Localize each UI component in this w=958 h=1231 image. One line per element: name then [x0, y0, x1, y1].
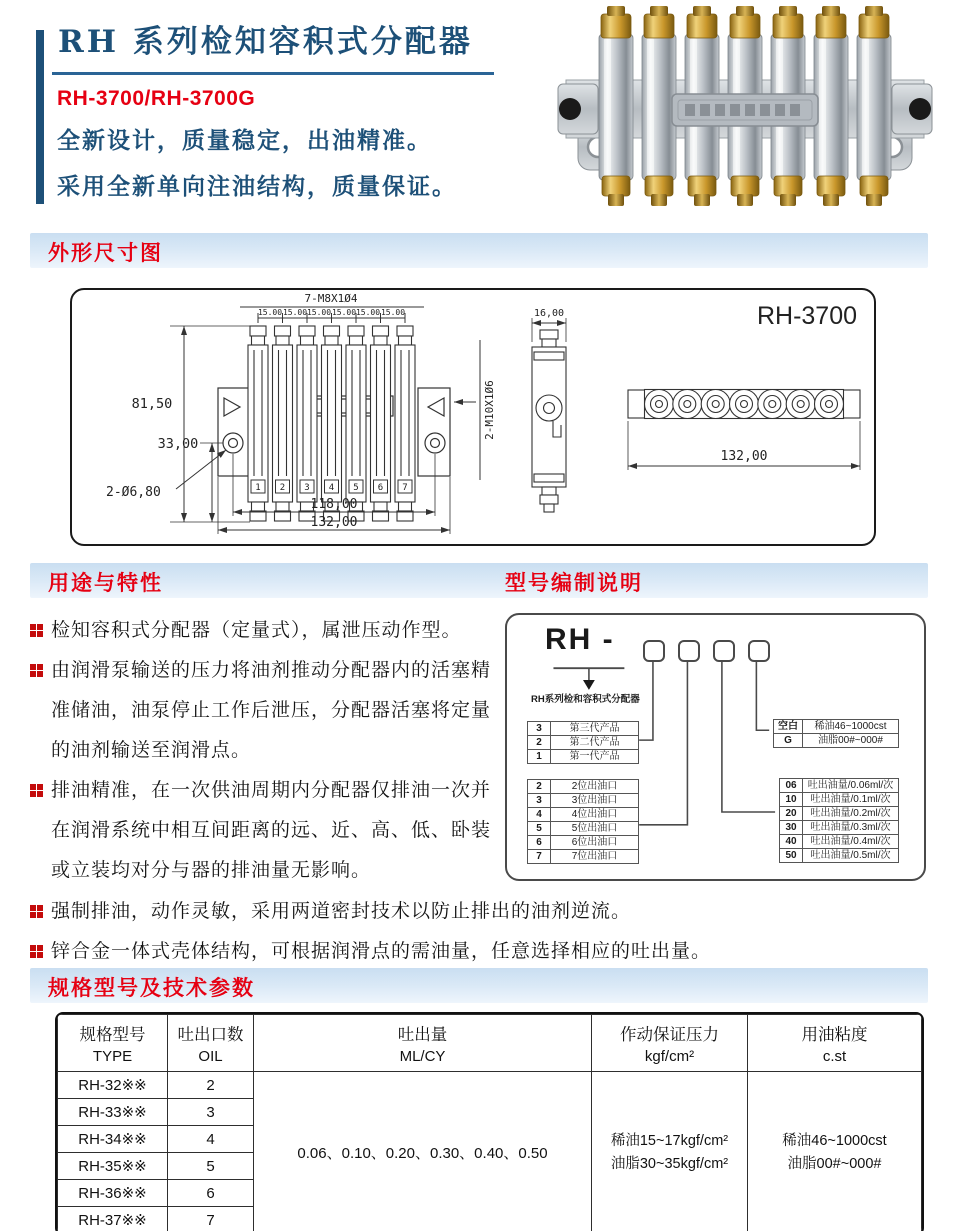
discharge-label: 吐出油量/0.06ml/次 — [803, 779, 899, 793]
table-row — [528, 736, 639, 750]
gen-label: 第一代产品 — [551, 750, 639, 764]
feature-item — [30, 610, 508, 650]
cyl-number: 3 — [304, 483, 310, 493]
table-row — [528, 836, 639, 850]
gen-label: 第二代产品 — [551, 736, 639, 750]
table-row — [780, 807, 899, 821]
title-accent-bar — [36, 30, 44, 204]
table-row — [780, 779, 899, 793]
cell-type: RH-37※※ — [58, 1207, 168, 1231]
dim-pitch: 15.00 — [306, 308, 332, 317]
feature-text: 锌合金一体式壳体结构，可根据润滑点的需油量，任意选择相应的吐出量。 — [51, 940, 712, 962]
cell-discharge-values: 0.06、0.10、0.20、0.30、0.40、0.50 — [254, 1072, 592, 1231]
discharge-code: 06 — [780, 779, 803, 793]
dim-side-width: 16,00 — [533, 308, 565, 319]
cell-oil: 3 — [168, 1099, 254, 1126]
table-row — [528, 822, 639, 836]
tagline-2: 采用全新单向注油结构，质量保证。 — [57, 173, 457, 200]
outlets-table — [527, 779, 639, 864]
model-series-caption: RH系列检和容积式分配器 — [531, 694, 640, 705]
section-dimensions-banner — [30, 233, 928, 268]
table-row — [528, 750, 639, 764]
cell-type: RH-32※※ — [58, 1072, 168, 1099]
discharge-label: 吐出油量/0.3ml/次 — [803, 821, 899, 835]
manifold-photo-illustration — [552, 4, 938, 214]
dim-ear-height: 33,00 — [157, 436, 199, 452]
section-features-banner — [30, 563, 928, 598]
section-specs-banner — [30, 968, 928, 1003]
model-coding-diagram — [505, 613, 926, 881]
gen-code: 2 — [528, 736, 551, 750]
cell-type: RH-33※※ — [58, 1099, 168, 1126]
discharge-label: 吐出油量/0.4ml/次 — [803, 835, 899, 849]
cyl-number: 1 — [255, 483, 261, 493]
model-prefix: RH - — [545, 623, 615, 656]
cell-oil: 6 — [168, 1180, 254, 1207]
page-title: RH 系列检知容积式分配器 — [58, 24, 473, 60]
cyl-number: 7 — [402, 483, 408, 493]
code-box-discharge — [713, 640, 735, 662]
outlet-code: 5 — [528, 822, 551, 836]
col-header-type: 规格型号 TYPE — [58, 1015, 168, 1072]
feature-list-left — [30, 610, 508, 890]
cell-pressure: 稀油15~17kgf/cm² 油脂30~35kgf/cm² — [592, 1072, 748, 1231]
feature-list-full — [30, 891, 935, 971]
code-box-outlets — [678, 640, 700, 662]
section-model-coding-title: 型号编制说明 — [505, 570, 643, 595]
outlet-label: 5位出油口 — [551, 822, 639, 836]
feature-item — [30, 650, 508, 770]
table-row — [528, 808, 639, 822]
dim-total-width: 132,00 — [310, 515, 358, 530]
outlet-code: 2 — [528, 780, 551, 794]
squares-bullet-icon — [30, 905, 36, 911]
drawing-model-label: RH-3700 — [756, 302, 858, 330]
outlet-code: 4 — [528, 808, 551, 822]
gen-label: 第三代产品 — [551, 722, 639, 736]
table-row — [528, 850, 639, 864]
dimension-drawing-box — [70, 288, 876, 546]
oil-label: 稀油46~1000cst — [803, 720, 899, 734]
table-row — [780, 793, 899, 807]
oil-label: 油脂00#~000# — [803, 734, 899, 748]
dim-top-width: 132,00 — [720, 449, 768, 464]
product-photo — [552, 4, 938, 214]
dim-ear-span: 118,00 — [310, 497, 358, 512]
feature-text: 检知容积式分配器（定量式），属泄压动作型。 — [51, 619, 462, 641]
cell-oil: 5 — [168, 1153, 254, 1180]
oil-code: 空白 — [774, 720, 803, 734]
discharge-code: 10 — [780, 793, 803, 807]
discharge-label: 吐出油量/0.5ml/次 — [803, 849, 899, 863]
oil-type-table — [773, 719, 899, 748]
col-header-viscosity: 用油粘度 c.st — [748, 1015, 922, 1072]
oil-code: G — [774, 734, 803, 748]
discharge-code: 40 — [780, 835, 803, 849]
col-header-pressure: 作动保证压力 kgf/cm² — [592, 1015, 748, 1072]
cell-oil: 2 — [168, 1072, 254, 1099]
outlet-label: 7位出油口 — [551, 850, 639, 864]
outlet-label: 4位出油口 — [551, 808, 639, 822]
title-underline — [52, 72, 494, 75]
section-specs-title: 规格型号及技术参数 — [48, 975, 255, 1000]
squares-bullet-icon — [30, 664, 36, 670]
table-row — [528, 722, 639, 736]
cell-type: RH-35※※ — [58, 1153, 168, 1180]
dim-side-thread: 2-M10X1Ø6 — [483, 380, 496, 440]
cell-type: RH-34※※ — [58, 1126, 168, 1153]
dim-mount-holes: 2-Ø6,80 — [106, 485, 161, 500]
cell-viscosity: 稀油46~1000cst 油脂00#~000# — [748, 1072, 922, 1231]
feature-text: 强制排油，动作灵敏，采用两道密封技术以防止排出的油剂逆流。 — [51, 900, 632, 922]
cyl-number: 6 — [377, 483, 384, 493]
discharge-code: 20 — [780, 807, 803, 821]
squares-bullet-icon — [30, 624, 36, 630]
section-features-title: 用途与特性 — [48, 570, 163, 595]
section-dimensions-title: 外形尺寸图 — [48, 240, 163, 265]
discharge-code: 30 — [780, 821, 803, 835]
outlet-label: 2位出油口 — [551, 780, 639, 794]
dim-pitch: 15.00 — [380, 308, 406, 317]
col-header-discharge: 吐出量 ML/CY — [254, 1015, 592, 1072]
code-box-generation — [643, 640, 665, 662]
discharge-table — [779, 778, 899, 863]
cell-oil: 4 — [168, 1126, 254, 1153]
table-row — [780, 835, 899, 849]
table-row — [58, 1072, 922, 1099]
code-box-oil-type — [748, 640, 770, 662]
spec-header-row — [58, 1015, 922, 1072]
table-row — [780, 849, 899, 863]
tagline-1: 全新设计，质量稳定，出油精准。 — [57, 127, 432, 154]
dim-pitch: 15.00 — [355, 308, 381, 317]
gen-code: 3 — [528, 722, 551, 736]
cyl-number: 5 — [353, 483, 359, 493]
table-row — [528, 794, 639, 808]
dim-pitch: 15.00 — [282, 308, 308, 317]
feature-item — [30, 931, 935, 971]
outlet-label: 3位出油口 — [551, 794, 639, 808]
cell-oil: 7 — [168, 1207, 254, 1231]
outlet-code: 7 — [528, 850, 551, 864]
spec-table — [57, 1014, 922, 1231]
discharge-label: 吐出油量/0.2ml/次 — [803, 807, 899, 821]
dim-top-thread: 7-M8X1Ø4 — [304, 292, 358, 305]
squares-bullet-icon — [30, 784, 36, 790]
dim-height: 81,50 — [131, 396, 173, 412]
model-subtitle: RH-3700/RH-3700G — [57, 87, 256, 110]
table-row — [528, 780, 639, 794]
cyl-number: 2 — [279, 483, 286, 493]
table-row — [774, 720, 899, 734]
discharge-code: 50 — [780, 849, 803, 863]
cell-type: RH-36※※ — [58, 1180, 168, 1207]
outlet-code: 6 — [528, 836, 551, 850]
spec-table-wrap — [55, 1012, 924, 1231]
table-row — [774, 734, 899, 748]
dim-pitch: 15.00 — [331, 308, 357, 317]
col-header-oil: 吐出口数 OIL — [168, 1015, 254, 1072]
feature-item — [30, 891, 935, 931]
squares-bullet-icon — [30, 945, 36, 951]
table-row — [780, 821, 899, 835]
outlet-code: 3 — [528, 794, 551, 808]
dim-pitch: 15.00 — [257, 308, 283, 317]
cyl-number: 4 — [328, 483, 335, 493]
generation-table — [527, 721, 639, 764]
feature-item — [30, 770, 508, 890]
discharge-label: 吐出油量/0.1ml/次 — [803, 793, 899, 807]
feature-text: 排油精准，在一次供油周期内分配器仅排油一次并在润滑系统中相互间距离的远、近、高、低、卧装或立装均对分与器的排油量无影响。 — [51, 779, 492, 881]
feature-text: 由润滑泵输送的压力将油剂推动分配器内的活塞精准储油，油泵停止工作后泄压，分配器活塞将定量的油剂输送至润滑点。 — [51, 659, 492, 761]
outlet-label: 6位出油口 — [551, 836, 639, 850]
gen-code: 1 — [528, 750, 551, 764]
dimension-drawing — [72, 290, 874, 544]
